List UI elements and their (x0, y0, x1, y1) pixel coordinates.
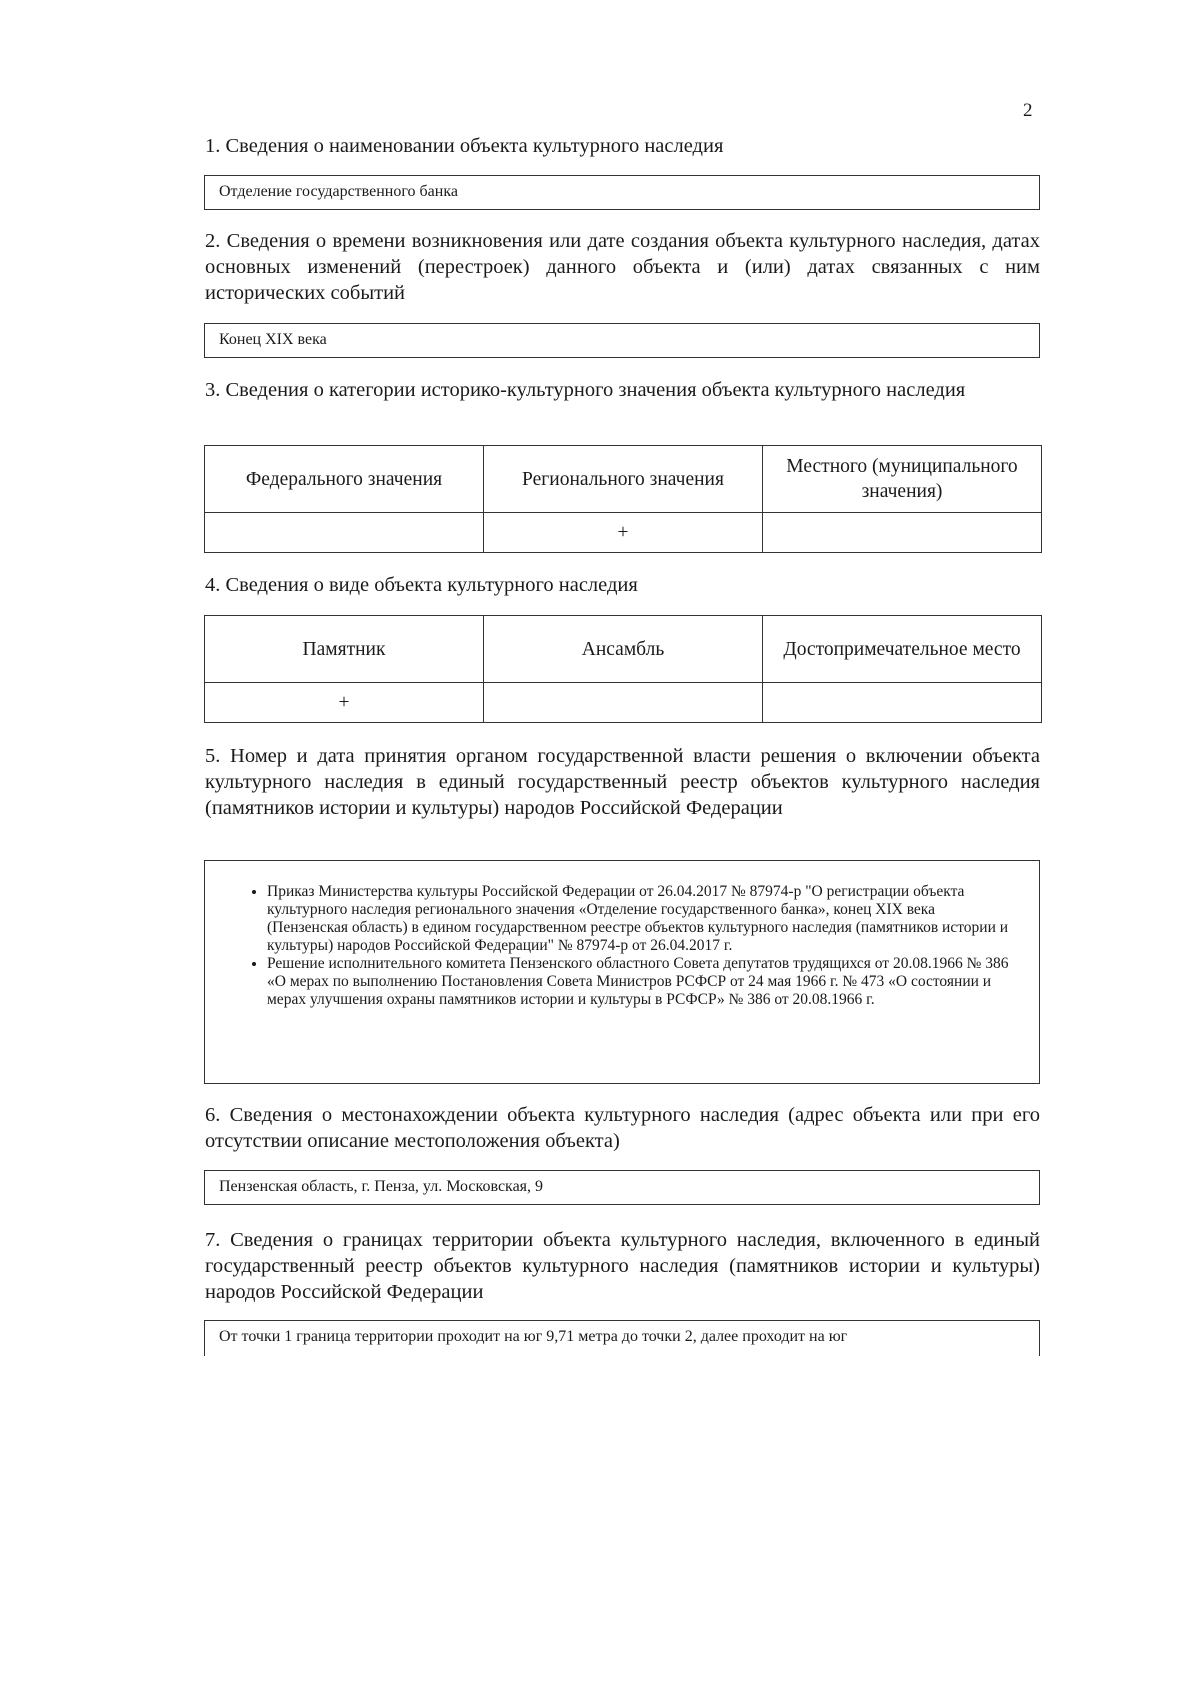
category-regional-header: Регионального значения (484, 446, 763, 513)
type-landmark-mark (763, 683, 1042, 723)
section-1-box (204, 175, 1040, 210)
section-2-heading: 2. Сведения о времени возникновения или дате создания объекта культурного наследия, датах основных изменений (перестроек) данного объекта и (или) датах связанных с ним исторических событий (205, 230, 1040, 304)
section-7-heading: 7. Сведения о границах территории объекта культурного наследия, включенного в единый государственный реестр объектов культурного наследия (памятников истории и культуры) народов Российской Федерации (205, 1229, 1040, 1303)
type-ensemble-mark (484, 683, 763, 723)
creation-date-value: Конец XIX века (219, 331, 327, 348)
page-number: 2 (1023, 100, 1033, 121)
section-5-heading: 5. Номер и дата принятия органом государственной власти решения о включении объекта культурного наследия в единый государственный реестр объектов культурного наследия (памятников истории и культуры) народов Российской Федерации (205, 745, 1040, 819)
type-monument-header: Памятник (205, 616, 484, 683)
territory-boundary-value: От точки 1 граница территории проходит на юг 9,71 метра до точки 2, далее проходит на юг (219, 1328, 848, 1345)
section-6-box (204, 1170, 1040, 1205)
section-2-box (204, 323, 1040, 358)
section-7-box (204, 1320, 1040, 1356)
type-landmark-header: Достопримечательное место (763, 616, 1042, 683)
section-5-box (204, 860, 1040, 1084)
section-6-heading: 6. Сведения о местонахождении объекта культурного наследия (адрес объекта или при его отсутствии описание местоположения объекта) (205, 1104, 1040, 1152)
object-type-table (204, 615, 1042, 723)
table-header-row (205, 446, 1042, 513)
table-row (205, 683, 1042, 723)
section-1-heading: 1. Сведения о наименовании объекта культурного наследия (205, 135, 724, 157)
list-item: • Решение исполнительного комитета Пензенского областного Совета депутатов трудящихся от 20.08.1966 № 386 «О мерах по выполнению Постановления Совета Министров РСФСР от 24 мая 1966 г. № 473 «О состоянии и мерах улучшения охраны памятников истории и культуры в РСФСР» № 386 от 20.08.1966 г. (267, 955, 1009, 1009)
registry-decisions-list (205, 861, 1039, 1009)
category-local-header: Местного (муниципального значения) (763, 446, 1042, 513)
location-address-value: Пензенская область, г. Пенза, ул. Московская, 9 (219, 1178, 544, 1195)
type-ensemble-header: Ансамбль (484, 616, 763, 683)
section-4-heading: 4. Сведения о виде объекта культурного наследия (205, 574, 638, 596)
object-name-value: Отделение государственного банка (219, 183, 458, 200)
table-row (205, 513, 1042, 553)
section-3-heading: 3. Сведения о категории историко-культурного значения объекта культурного наследия (205, 379, 966, 401)
list-item: • Приказ Министерства культуры Российской Федерации от 26.04.2017 № 87974-р "О регистрации объекта культурного наследия регионального значения «Отделение государственного банка», конец XIX века (Пензенская область) в едином государственном реестре объектов культурного наследия (памятников истории и культуры) народов Российской Федерации" № 87974-р от 26.04.2017 г. (267, 883, 1009, 955)
category-local-mark (763, 513, 1042, 553)
category-federal-mark (205, 513, 484, 553)
category-federal-header: Федерального значения (205, 446, 484, 513)
category-regional-mark: + (484, 513, 763, 553)
type-monument-mark: + (205, 683, 484, 723)
significance-category-table (204, 445, 1042, 553)
table-header-row (205, 616, 1042, 683)
